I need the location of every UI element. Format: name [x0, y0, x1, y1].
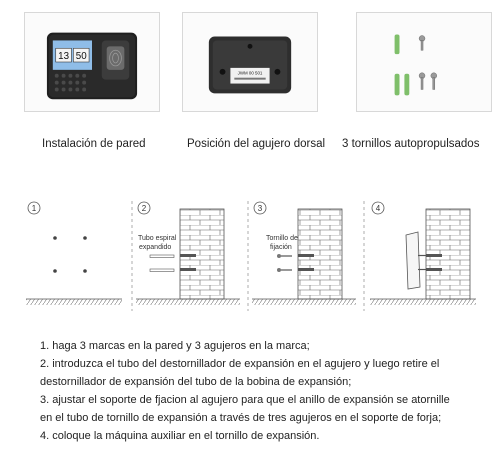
mounting-hole — [220, 69, 226, 75]
instruction-line: 1. haga 3 marcas en la pared y 3 agujeros en la marca; — [40, 340, 310, 352]
instruction-line: 3. ajustar el soporte de fjacion al agujero para que el anillo de expansión se atornille — [40, 394, 450, 406]
wall-hole — [180, 268, 196, 271]
product-card-terminal-back — [182, 12, 318, 112]
step-4-number: 4 — [375, 204, 381, 213]
step-2-label-line-2: expandido — [139, 244, 172, 251]
instruction-line: 4. coloque la máquina auxiliar en el tornillo de expansión. — [40, 430, 320, 442]
mounting-hole — [248, 44, 253, 49]
step-1-number: 1 — [31, 204, 37, 213]
wall-hole — [298, 268, 314, 271]
installation-instructions — [40, 337, 490, 445]
wall-mark — [83, 236, 87, 240]
caption-wall-installation: Instalación de pared — [42, 138, 146, 150]
wall-anchor-icon — [395, 35, 410, 96]
step-2-panel — [136, 202, 240, 305]
screw-icon — [277, 254, 292, 272]
wall-hole — [298, 254, 314, 257]
ground-hatch — [370, 299, 476, 305]
steps-svg — [20, 195, 482, 313]
step-3-label-line-1: Tornillo de — [266, 235, 298, 242]
instruction-line: 2. introduzca el tubo del destornillador de expansión en el agujero y luego retire el — [40, 358, 440, 370]
step-4-panel — [370, 202, 476, 305]
product-card-terminal-front — [24, 12, 160, 112]
step-1-panel — [26, 202, 122, 305]
clock-hours: 13 — [58, 51, 70, 63]
step-2-label-line-1: Tubo espiral — [138, 235, 177, 242]
device-label-text: JWM 00 501 — [237, 70, 263, 76]
installation-steps-diagram — [20, 195, 482, 313]
wall-mark — [83, 269, 87, 273]
ground-hatch — [26, 299, 122, 305]
terminal-front-image — [25, 13, 159, 111]
expansion-tube-icon — [150, 269, 174, 272]
ground-hatch — [252, 299, 356, 305]
expansion-tube-icon — [150, 255, 174, 258]
fingerprint-sensor — [102, 40, 129, 79]
product-card-screws — [356, 12, 492, 112]
machine-side-view — [406, 232, 420, 289]
step-2-number: 2 — [141, 204, 147, 213]
mounting-hole — [275, 69, 281, 75]
screws-image — [357, 13, 491, 111]
instruction-line: en el tubo de tornillo de expansión a través de tres agujeros en el soporte de forja; — [40, 412, 442, 424]
terminal-back-image — [183, 13, 317, 111]
ground-hatch — [136, 299, 240, 305]
wall-mark — [53, 269, 57, 273]
instruction-line: destornillador de expansión del tubo de la bobina de expansión; — [40, 376, 352, 388]
caption-back-hole-position: Posición del agujero dorsal — [187, 138, 326, 150]
wall-hole — [180, 254, 196, 257]
step-3-label-line-2: fijación — [270, 244, 292, 251]
caption-self-tapping-screws: 3 tornillos autopropulsados — [342, 138, 480, 150]
screw-icon — [419, 36, 437, 90]
wall-mark — [53, 236, 57, 240]
clock-minutes: 50 — [75, 51, 87, 63]
step-3-number: 3 — [257, 204, 263, 213]
step-3-panel — [252, 202, 356, 305]
